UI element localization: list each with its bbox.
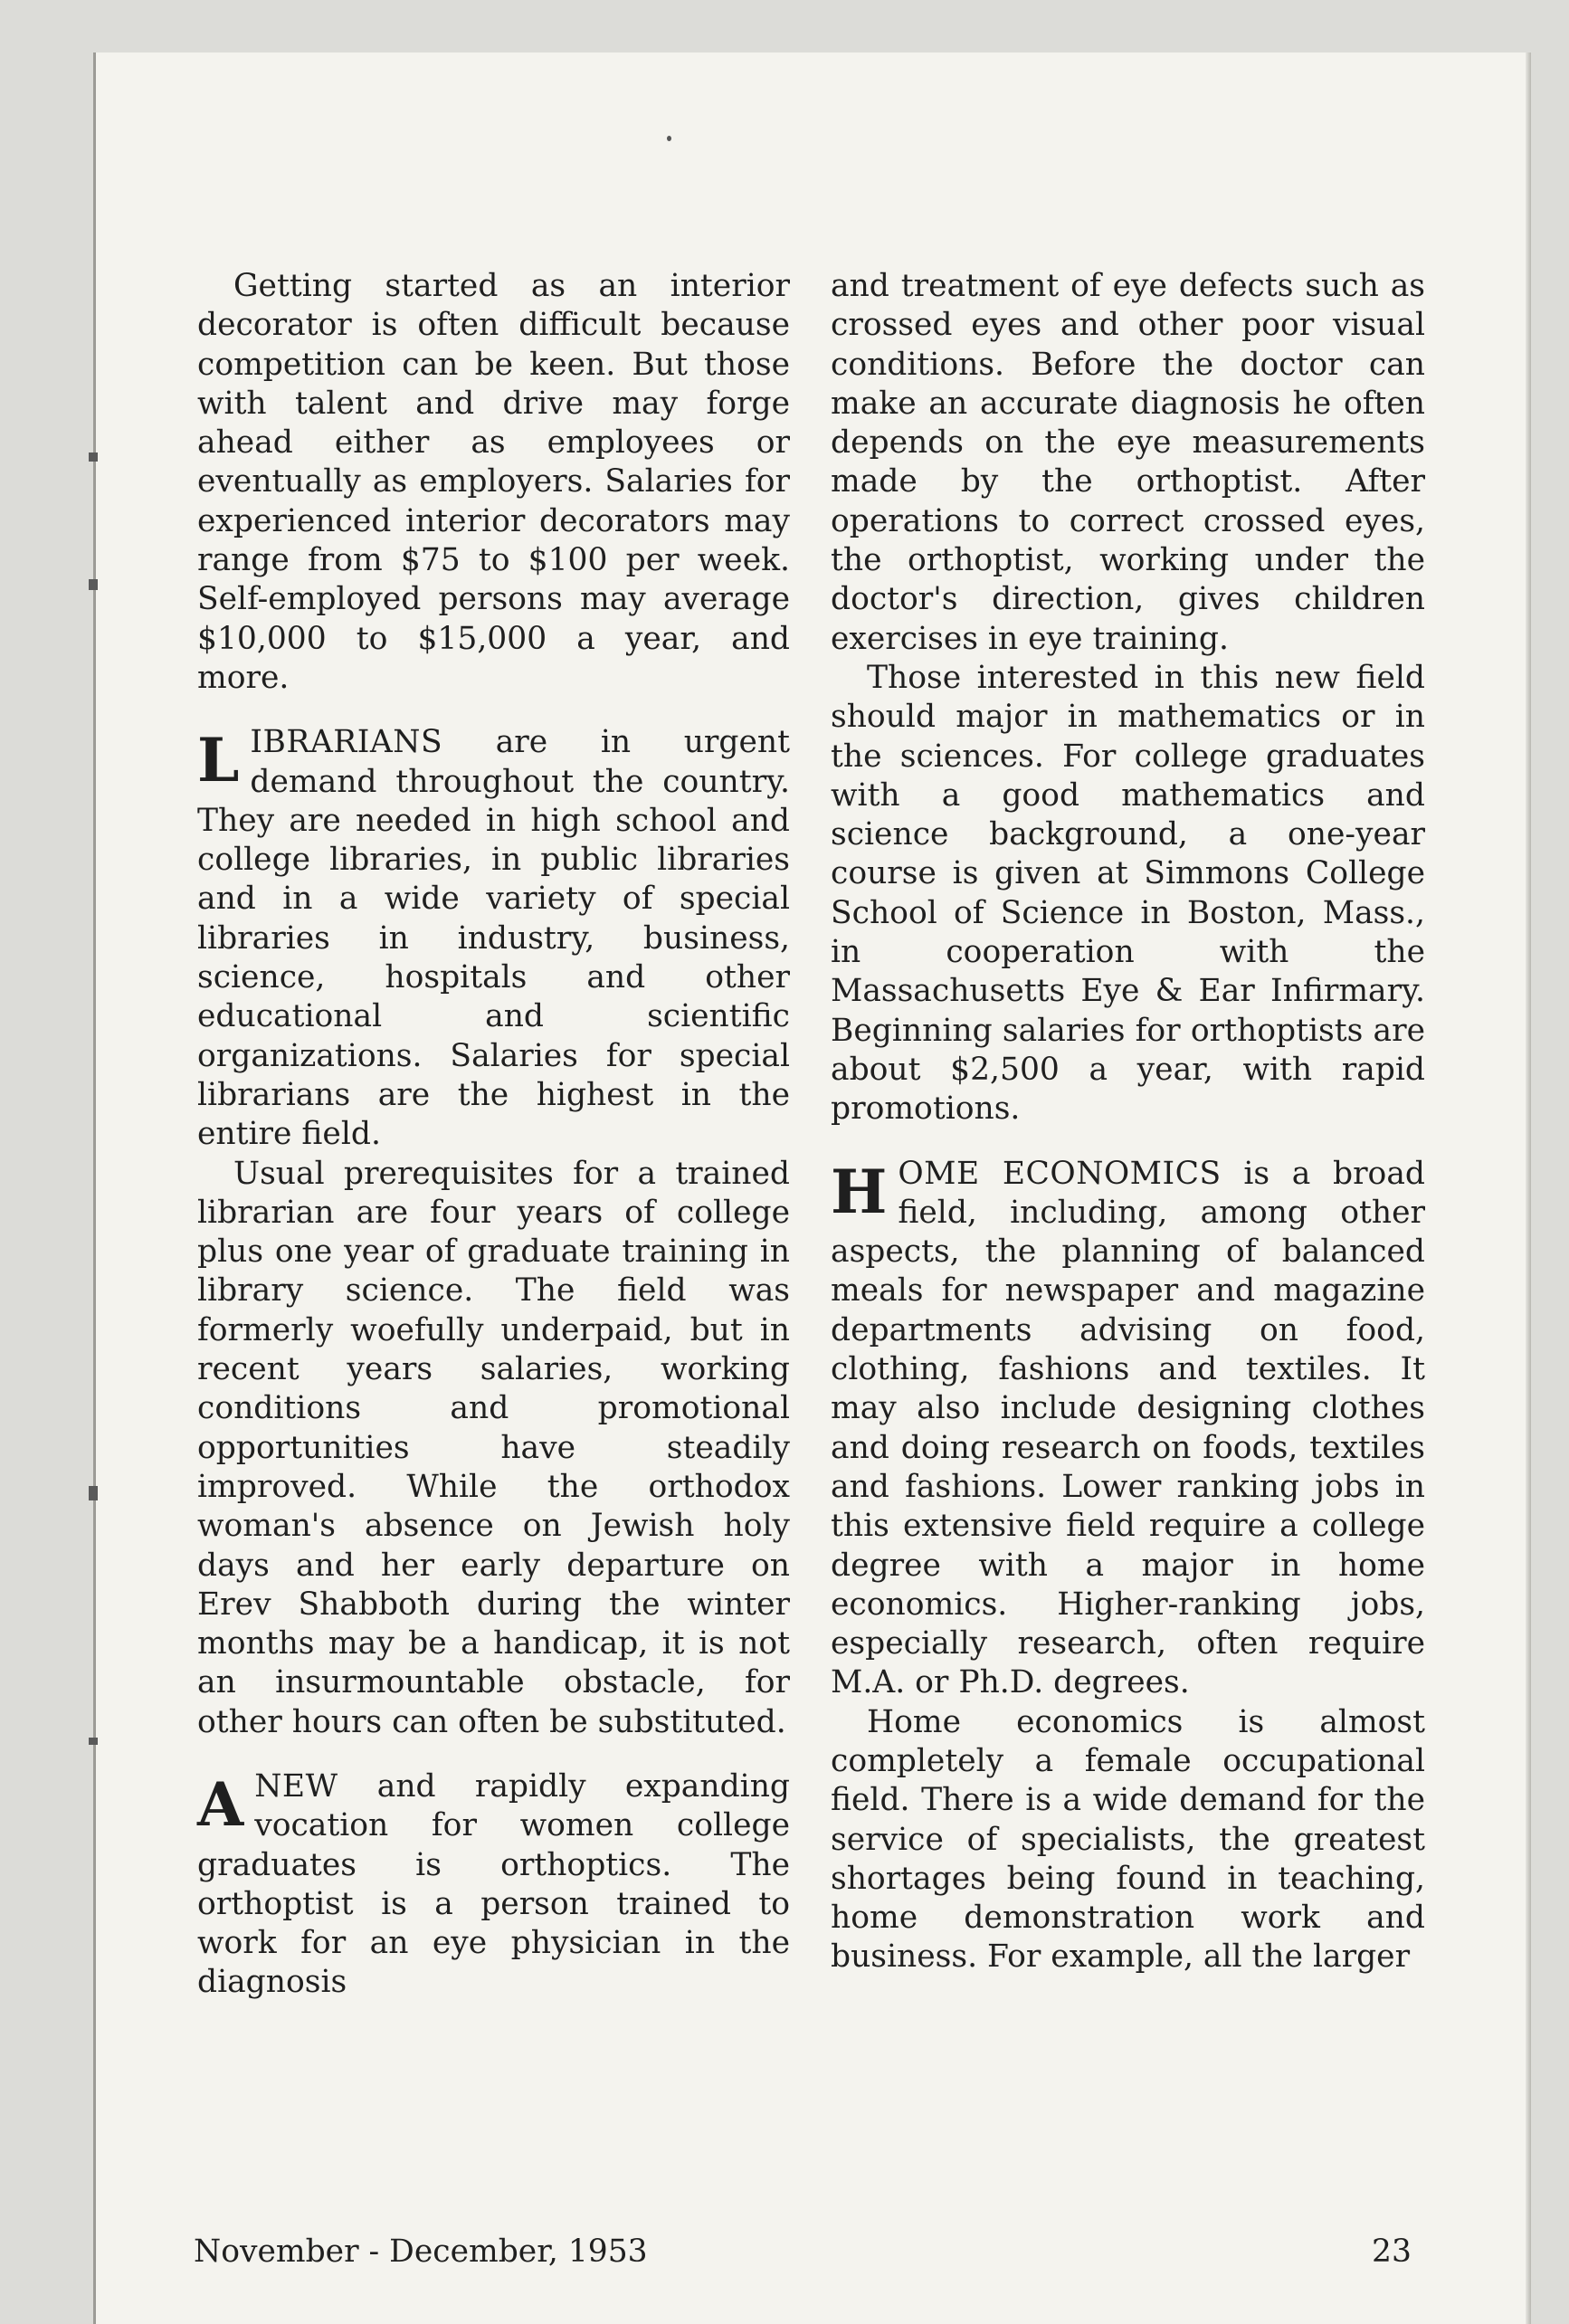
page-left-edge [93,52,96,2324]
footer-page-number: 23 [1372,2234,1412,2270]
paragraph: Home economics is almost completely a female occupational field. There is a wide demand for the service of specialists, the greatest shortages being found in teaching, home demonstration work and business. For example, all the larger [831,1703,1425,1976]
lead-caps: IBRARIANS [250,724,443,761]
drop-cap: H [831,1156,888,1227]
binding-mark [89,452,98,462]
paragraph: and treatment of eye defects such as crossed eyes and other poor visual conditions. Before the doctor can make an accurate diagnosis he often depends on the eye measurements made by the orthoptist. After operations to correct crossed eyes, the orthoptist, working under the doctor's direction, gives children exercises in eye training. [831,268,1425,657]
drop-cap: L [197,725,240,796]
paragraph-text: and rapidly expanding vocation for women college graduates is orthoptics. The orthoptist is a person trained to work for an eye physician in the diagnosis [197,1767,790,2001]
speck [667,136,671,141]
paragraph: Those interested in this new field should major in mathematics or in the sciences. For college graduates with a good mathematics and science background, a one-year course is given at Simmons College School of Science in Boston, Mass., in cooperation with the Massachusetts Eye & Ear Infirmary. Beginning salaries for orthoptists are about $2,500 a year, with rapid promotions. [831,659,1425,1128]
paragraph: Getting started as an interior decorator is often difficult because competition can be keen. But those with talent and drive may forge ahead either as employees or eventually as employers. Salaries for experienced interior decorators may range from $75 to $100 per week. Self-employed persons may average $10,000 to $15,000 a year, and more. [197,268,790,696]
paragraph: Usual prerequisites for a trained librarian are four years of college plus one year of graduate training in library science. The field was formerly woefully underpaid, but in recent years salaries, working conditions and promotional opportunities have steadily improved. While the orthodox woman's absence on Jewish holy days and her early departure on Erev Shabboth during the winter months may be a handicap, it is not an insurmountable obstacle, for other hours can often be substituted. [197,1155,790,1740]
left-column [197,267,790,2003]
binding-mark [89,579,98,590]
paragraph-home-economics [831,1155,1425,1703]
paragraph-text: is a broad field, including, among other aspects, the planning of balanced meals for newspaper and magazine departments advising on food, clothing, fashions and textiles. It may also include designing clothes and doing research on foods, textiles and fashions. Lower ranking jobs in this extensive field require a college degree with a major in home economics. Higher-ranking jobs, especially research, often require M.A. or Ph.D. degrees. [831,1155,1425,1701]
lead-caps: NEW [254,1767,338,1805]
right-column [831,267,1425,1977]
paragraph-text: are in urgent demand throughout the country. They are needed in high school and college libraries, in public libraries and in a wide variety of special libraries in industry, business, science, hospitals and other educational and scientific organizations. Salaries for special librarians are the highest in the entire field. [197,724,790,1153]
paragraph-orthoptics [197,1767,790,2003]
binding-mark [89,1738,98,1745]
drop-cap: A [197,1768,244,1840]
lead-caps: OME ECONOMICS [898,1155,1222,1192]
page-right-edge [1526,52,1531,2324]
footer-issue-date: November - December, 1953 [194,2234,648,2270]
paragraph-librarians [197,723,790,1154]
binding-mark [89,1486,98,1500]
